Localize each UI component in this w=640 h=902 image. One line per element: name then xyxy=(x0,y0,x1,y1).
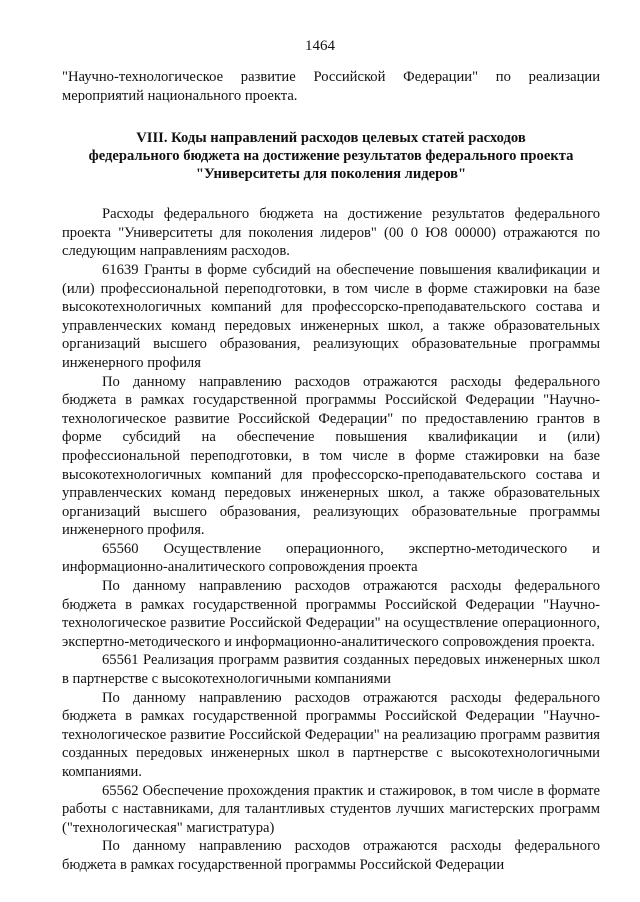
paragraph-code-65560: 65560 Осуществление операционного, экспертно-методического и информационно-аналитического сопровождения проекта xyxy=(62,540,600,576)
section-heading-line-2: федерального бюджета на достижение результатов федерального проекта xyxy=(88,148,574,165)
section-heading-line-1: VIII. Коды направлений расходов целевых статей расходов xyxy=(136,130,526,147)
paragraph-65560-description: По данному направлению расходов отражаются расходы федерального бюджета в рамках государственной программы Российской Федерации "Научно-технологическое развитие Российской Федерации" на осуществление операционного, экспертно-методического и информационно-аналитического сопровождения проекта. xyxy=(62,578,600,650)
document-body xyxy=(62,68,600,875)
paragraph-intro: Расходы федерального бюджета на достижение результатов федерального проекта "Университеты для поколения лидеров" (00 0 Ю8 00000) отражаются по следующим направлениям расходов. xyxy=(62,206,600,260)
page-number: 1464 xyxy=(305,38,335,54)
paragraph-65561-description: По данному направлению расходов отражаются расходы федерального бюджета в рамках государственной программы Российской Федерации "Научно-технологическое развитие Российской Федерации" на реализацию программ развития созданных передовых инженерных школ в партнерстве с высокотехнологичными компаниями. xyxy=(62,689,600,780)
section-heading-line-3: "Университеты для поколения лидеров" xyxy=(195,166,467,183)
paragraph-65562-description: По данному направлению расходов отражаются расходы федерального бюджета в рамках государственной программы Российской Федерации xyxy=(62,838,600,873)
paragraph-code-65561: 65561 Реализация программ развития созданных передовых инженерных школ в партнерстве с высокотехнологичными компаниями xyxy=(62,652,600,688)
section-heading xyxy=(62,129,600,183)
intro-continuation-paragraph: "Научно-технологическое развитие Российской Федерации" по реализации мероприятий национального проекта. xyxy=(62,69,600,104)
paragraph-code-61639: 61639 Гранты в форме субсидий на обеспечение повышения квалификации и (или) профессиональной переподготовки, в том числе в форме стажировки на базе высокотехнологичных компаний для профессорско-преподавательского состава и управленческих команд передовых инженерных школ, а также образовательных организаций высшего образования, реализующих образовательные программы инженерного профиля xyxy=(62,261,600,371)
paragraph-61639-description: По данному направлению расходов отражаются расходы федерального бюджета в рамках государственной программы Российской Федерации "Научно-технологическое развитие Российской Федерации" по предоставлению грантов в форме субсидий на обеспечение повышения квалификации и (или) профессиональной переподготовки, в том числе в форме стажировки на базе высокотехнологичных компаний для профессорско-преподавательского состава и управленческих команд передовых инженерных школ, а также образовательных организаций высшего образования, реализующих образовательные программы инженерного профиля. xyxy=(62,373,600,539)
paragraph-code-65562: 65562 Обеспечение прохождения практик и стажировок, в том числе в формате работы с наставниками, для талантливых студентов лучших магистерских программ ("технологическая" магистратура) xyxy=(62,782,600,836)
